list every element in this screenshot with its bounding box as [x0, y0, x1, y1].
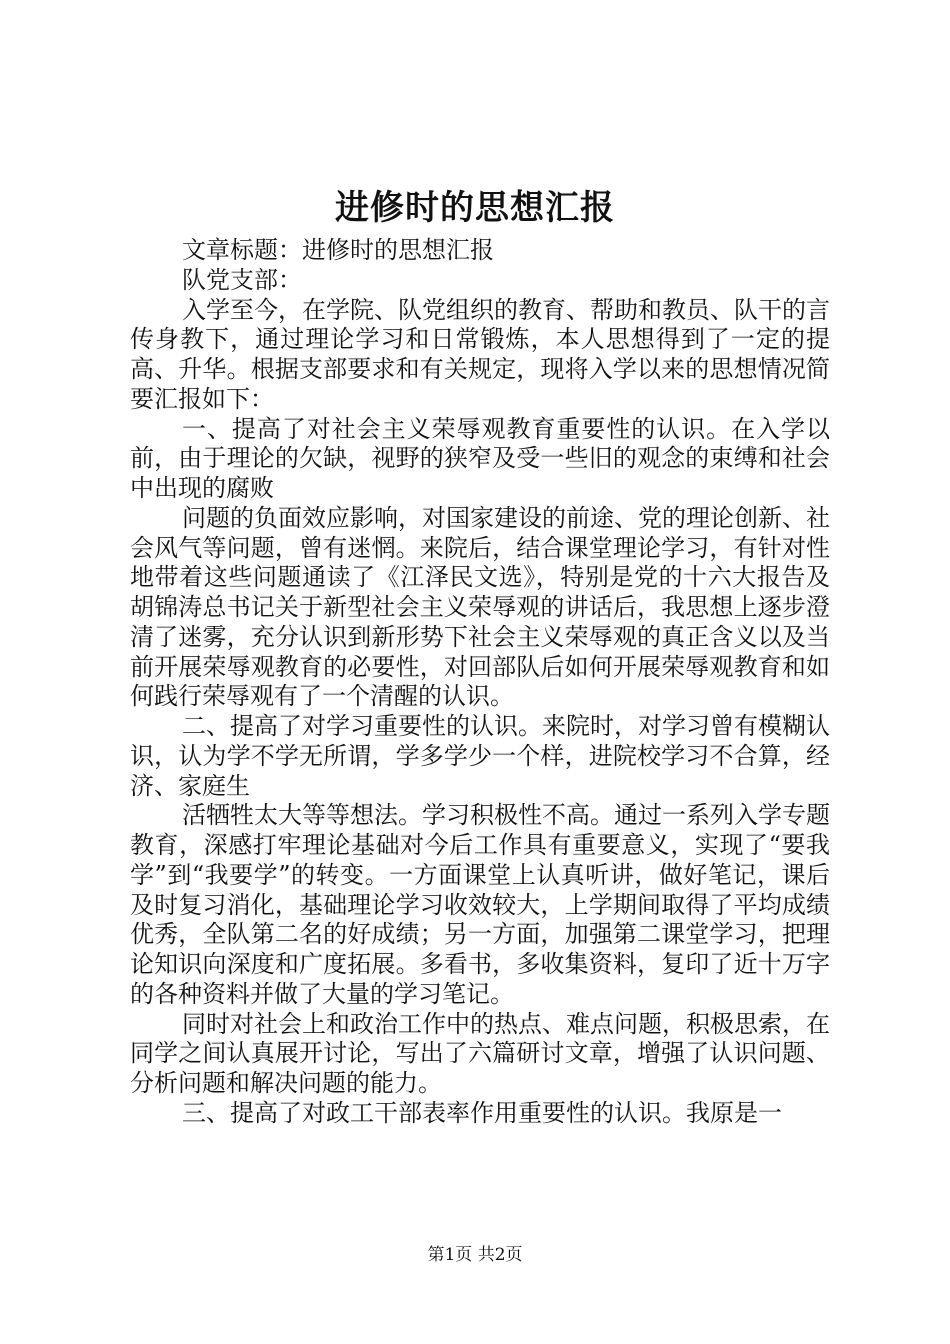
paragraph-section-one: 一、提高了对社会主义荣辱观教育重要性的认识。在入学以前，由于理论的欠缺，视野的狭窄及受一些旧的观念的束缚和社会中出现的腐败 — [130, 414, 830, 502]
paragraph-section-two-extra: 同时对社会上和政治工作中的热点、难点问题，积极思索，在同学之间认真展开讨论，写出了六篇研讨文章，增强了认识问题、分析问题和解决问题的能力。 — [130, 1009, 830, 1097]
paragraph-section-two: 二、提高了对学习重要性的认识。来院时，对学习曾有模糊认识，认为学不学无所谓，学多学少一个样，进院校学习不合算，经济、家庭生 — [130, 712, 830, 800]
paragraph-salutation: 队党支部： — [182, 265, 302, 294]
document-body — [130, 236, 830, 1129]
paragraph-article-title: 文章标题：进修时的思想汇报 — [182, 236, 494, 264]
paragraph-intro: 入学至今，在学院、队党组织的教育、帮助和教员、队干的言传身教下，通过理论学习和日常锻炼，本人思想得到了一定的提高、升华。根据支部要求和有关规定，现将入学以来的思想情况简要汇报如下： — [130, 295, 830, 413]
paragraph-section-one-cont: 问题的负面效应影响，对国家建设的前途、党的理论创新、社会风气等问题，曾有迷惘。来院后，结合课堂理论学习，有针对性地带着这些问题通读了《江泽民文选》，特别是党的十六大报告及胡锦涛总书记关于新型社会主义荣辱观的讲话后，我思想上逐步澄清了迷雾，充分认识到新形势下社会主义荣辱观的真正含义以及当前开展荣辱观教育的必要性，对回部队后如何开展荣辱观教育和如何践行荣辱观有了一个清醒的认识。 — [130, 503, 830, 711]
paragraph-section-three: 三、提高了对政工干部表率作用重要性的认识。我原是一 — [182, 1098, 782, 1127]
document-title: 进修时的思想汇报 — [335, 188, 615, 228]
page-footer: 第1页 共2页 — [427, 1245, 523, 1265]
paragraph-section-two-cont: 活牺牲太大等等想法。学习积极性不高。通过一系列入学专题教育，深感打牢理论基础对今后工作具有重要意义，实现了“要我学”到“我要学”的转变。一方面课堂上认真听讲，做好笔记，课后及时复习消化，基础理论学习收效较大，上学期间取得了平均成绩优秀，全队第二名的好成绩；另一方面，加强第二课堂学习，把理论知识向深度和广度拓展。多看书，多收集资料，复印了近十万字的各种资料并做了大量的学习笔记。 — [130, 801, 830, 1008]
